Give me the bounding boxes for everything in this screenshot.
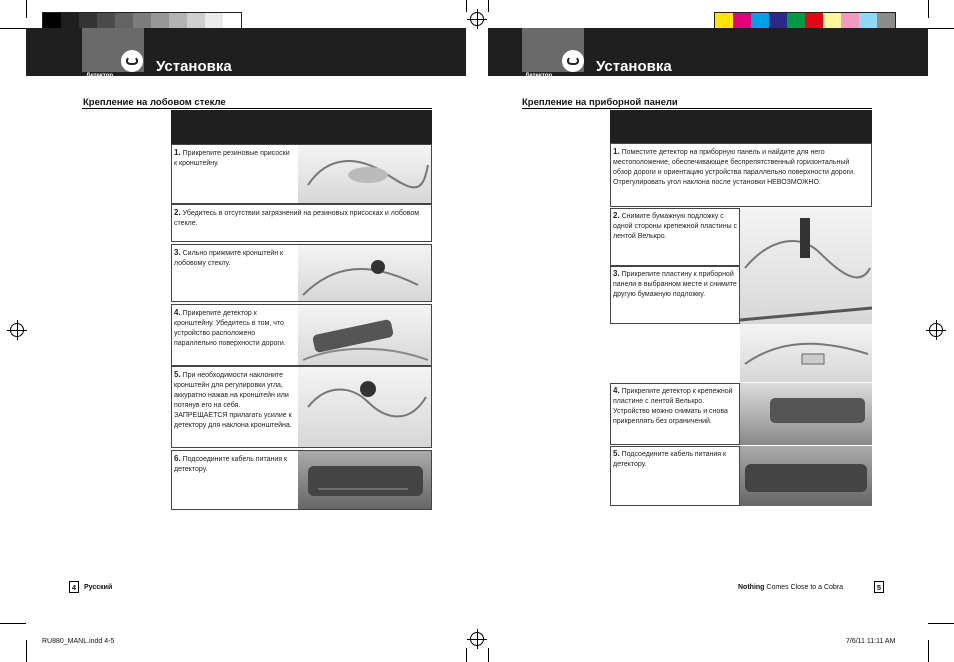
left-header-box xyxy=(171,110,432,144)
crop-mark xyxy=(928,623,954,624)
gray-swatch xyxy=(61,13,79,29)
gray-swatch xyxy=(115,13,133,29)
crop-mark xyxy=(928,28,954,29)
left-step-3-photo xyxy=(298,245,431,301)
crop-mark xyxy=(26,640,27,662)
slug-date: 7/6/11 11:11 AM xyxy=(846,638,896,645)
color-swatch xyxy=(733,13,751,29)
gray-swatch xyxy=(133,13,151,29)
slug-filename: RU880_MANL.indd 4-5 xyxy=(42,638,115,645)
registration-mark-icon xyxy=(470,632,484,646)
right-header-box xyxy=(610,110,872,143)
right-step-3-text: 3. Прикрепите пластину к приборной панели в выбранном месте и снимите другую бумажную подложку. xyxy=(613,269,737,298)
gray-swatch xyxy=(223,13,241,29)
right-page-title: Установка xyxy=(596,58,672,75)
gray-swatch xyxy=(43,13,61,29)
right-step-1-text: 1. Поместите детектор на приборную панель и найдите для него местоположение, обеспечивающее беспрепятственный горизонтальный обзор дороги и ориентацию устройства параллельно поверхности дороги. Отрегулировать угол наклона после установки НЕВОЗМОЖНО. xyxy=(613,147,855,186)
gray-swatch xyxy=(97,13,115,29)
color-swatch xyxy=(787,13,805,29)
color-swatch xyxy=(805,13,823,29)
left-step-4-photo xyxy=(298,305,431,365)
left-step-5-text: 5. При необходимости наклоните кронштейн для регулировки угла, аккуратно нажав на кронштейн или потянув его на себя. ЗАПРЕЩАЕТСЯ прилагать усилие к детектору для наклона кронштейна. xyxy=(174,370,292,429)
left-tab-label: Детектор xyxy=(86,73,114,79)
crop-mark xyxy=(928,640,929,662)
right-footer-slogan: Nothing Comes Close to a Cobra xyxy=(738,584,844,591)
registration-mark-icon xyxy=(929,323,943,337)
right-step-2-3-photo xyxy=(740,208,872,324)
right-step-5-photo xyxy=(740,446,872,506)
color-swatch xyxy=(877,13,895,29)
left-step-5-photo xyxy=(298,367,431,447)
left-section-title: Крепление на лобовом стекле xyxy=(83,97,226,108)
color-swatch xyxy=(751,13,769,29)
gray-swatch xyxy=(79,13,97,29)
right-section-title: Крепление на приборной панели xyxy=(522,97,678,108)
crop-mark xyxy=(488,648,489,662)
color-swatch xyxy=(715,13,733,29)
crop-mark xyxy=(0,28,26,29)
right-step-4-text: 4. Прикрепите детектор к крепежной пластине с лентой Велькро. Устройство можно снимать и снова прикреплять без ограничений. xyxy=(613,386,733,425)
crop-mark xyxy=(466,0,467,12)
left-step-6-photo xyxy=(298,451,431,509)
color-swatch xyxy=(841,13,859,29)
left-step-1-text: 1. Прикрепите резиновые присоски к кронштейну. xyxy=(174,148,290,167)
gray-swatch xyxy=(187,13,205,29)
color-swatch xyxy=(769,13,787,29)
right-step-4-photo xyxy=(740,383,872,445)
left-step-1-photo xyxy=(298,145,431,203)
right-tab-label: Детектор xyxy=(525,73,553,79)
section-underline xyxy=(522,108,872,109)
crop-mark xyxy=(26,0,27,18)
gray-swatch xyxy=(151,13,169,29)
crop-mark xyxy=(466,648,467,662)
right-step-5-text: 5. Подсоедините кабель питания к детектору. xyxy=(613,449,727,468)
right-page-number: 5 xyxy=(874,581,884,593)
left-page-number: 4 xyxy=(69,581,79,593)
left-step-3-text: 3. Сильно прижмите кронштейн к лобовому стеклу. xyxy=(174,248,284,267)
right-step-3b-photo xyxy=(740,324,872,382)
crop-mark xyxy=(928,0,929,18)
left-step-2-text: 2. Убедитесь в отсутствии загрязнений на резиновых присосках и лобовом стекле. xyxy=(174,208,420,227)
gray-swatch xyxy=(169,13,187,29)
cobra-logo-icon xyxy=(562,50,584,72)
color-swatch xyxy=(859,13,877,29)
gray-swatch xyxy=(205,13,223,29)
registration-mark-icon xyxy=(470,12,484,26)
left-step-6-text: 6. Подсоедините кабель питания к детектору. xyxy=(174,454,288,473)
left-footer-language: Русский xyxy=(84,584,113,591)
section-underline xyxy=(82,108,432,109)
cobra-logo-icon xyxy=(121,50,143,72)
left-page-title: Установка xyxy=(156,58,232,75)
left-step-4-text: 4. Прикрепите детектор к кронштейну. Убедитесь в том, что устройство расположено параллельно поверхности дороги. xyxy=(174,308,286,347)
right-step-2-text: 2. Снимите бумажную подложку с одной стороны крепежной пластины с лентой Велькро. xyxy=(613,211,738,240)
registration-mark-icon xyxy=(10,323,24,337)
crop-mark xyxy=(488,0,489,12)
color-swatch xyxy=(823,13,841,29)
crop-mark xyxy=(0,623,26,624)
